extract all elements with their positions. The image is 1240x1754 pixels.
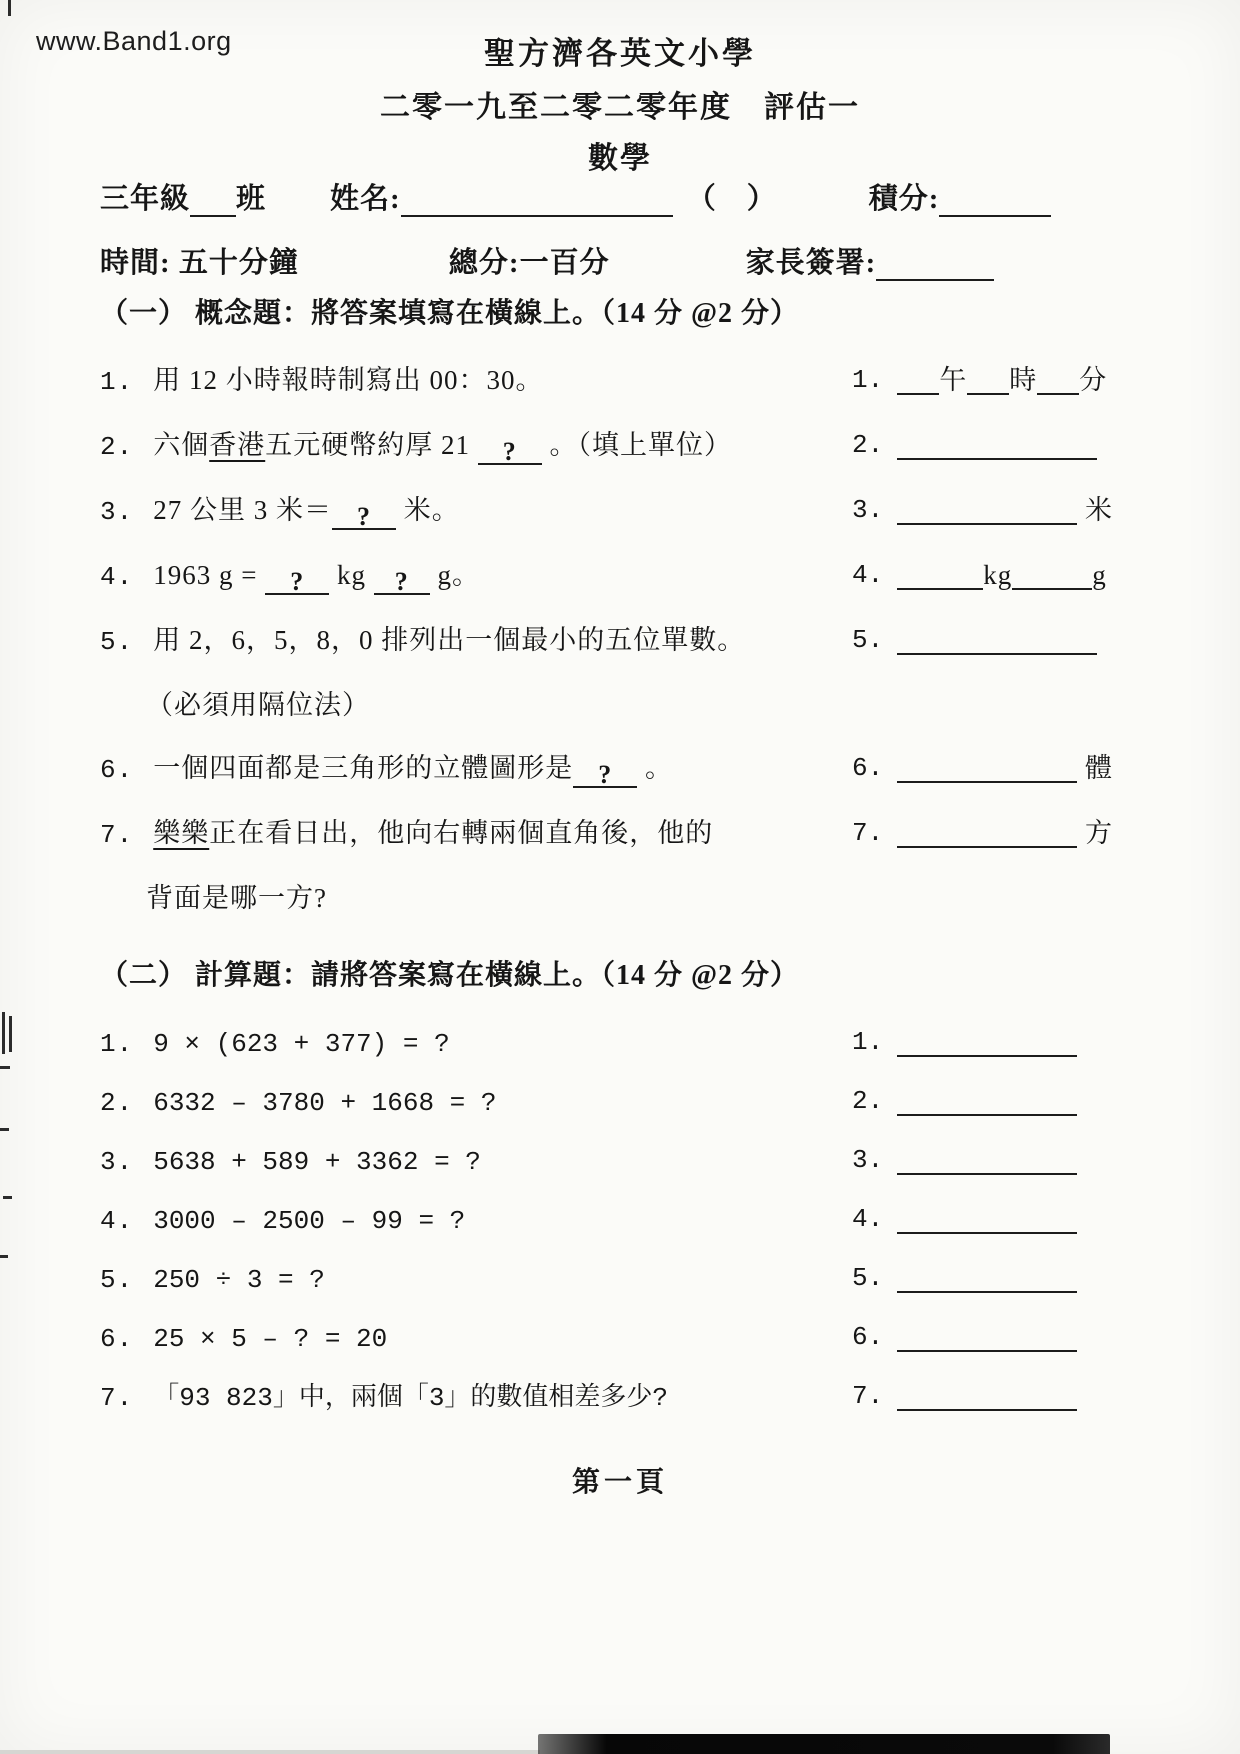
- question-text-part: 6332 – 3780 + 1668 = ?: [153, 1088, 497, 1118]
- scan-mark: [3, 1196, 12, 1199]
- time-label: 時間: 五十分鐘: [100, 247, 299, 279]
- question-row: [100, 425, 1162, 467]
- question-text-part: 「93 823」中，兩個「3」的數值相差多少?: [153, 1383, 669, 1413]
- section1-title: （一） 概念題：將答案填寫在橫線上。（14 分 @2 分）: [100, 298, 800, 329]
- score-label: 積分:: [868, 183, 940, 215]
- question-left: [100, 425, 852, 467]
- answer-area: [852, 1376, 1162, 1416]
- question-text-part: kg: [329, 560, 374, 590]
- answer-line: [897, 425, 1097, 465]
- question-text-part: 一個四面都是三角形的立體圖形是: [153, 753, 574, 783]
- answer-number: 4.: [852, 560, 884, 590]
- answer-blank[interactable]: [1037, 365, 1079, 395]
- answer-blank[interactable]: [897, 560, 983, 590]
- question-text: [153, 1088, 496, 1118]
- score-blank[interactable]: [939, 187, 1051, 217]
- underlined-text: 樂樂: [153, 818, 210, 848]
- answer-blank[interactable]: [897, 1381, 1077, 1411]
- paren-mark: （ ）: [686, 183, 777, 215]
- answer-area: [852, 748, 1162, 788]
- answer-line: [897, 555, 1107, 595]
- answer-blank[interactable]: [897, 495, 1077, 525]
- question-text-part: 250 ÷ 3 = ?: [153, 1265, 325, 1295]
- answer-blank[interactable]: ?: [265, 565, 329, 595]
- answer-area: [852, 1199, 1162, 1239]
- answer-number: 5.: [852, 1263, 884, 1293]
- question-text-part: 用 2，6，5，8，0 排列出一個最小的五位單數。: [153, 625, 746, 655]
- answer-area: [852, 813, 1162, 853]
- question-left: [100, 490, 852, 532]
- answer-area: [852, 1258, 1162, 1298]
- question-text-part: （必須用隔位法）: [146, 690, 370, 720]
- scan-bar: [538, 1734, 1110, 1754]
- answer-area: [852, 1140, 1162, 1180]
- grade-label: 三年級: [100, 183, 191, 215]
- scan-mark: [0, 1255, 8, 1258]
- question-row: [100, 685, 1162, 725]
- answer-number: 1.: [852, 1027, 884, 1057]
- scan-mark: [0, 1066, 10, 1069]
- question-row: [100, 748, 1162, 790]
- page-footer: 第一頁: [571, 1467, 668, 1498]
- answer-number: 5.: [852, 625, 884, 655]
- watermark: www.Band1.org: [36, 26, 232, 56]
- question-text: [153, 1147, 481, 1177]
- question-text: [153, 625, 745, 655]
- question-text: [153, 365, 543, 395]
- answer-number: 2.: [852, 1086, 884, 1116]
- question-row: [100, 1317, 1162, 1359]
- answer-blank[interactable]: [897, 1027, 1077, 1057]
- title-block: [0, 28, 1240, 177]
- answer-line: [897, 490, 1113, 530]
- student-info-row: [100, 176, 1160, 217]
- answer-line: [897, 1022, 1077, 1062]
- question-left: [100, 1317, 852, 1359]
- answer-line: [897, 1258, 1077, 1298]
- answer-blank[interactable]: ?: [573, 758, 637, 788]
- question-text: [153, 1206, 465, 1236]
- question-text-part: 方: [1077, 818, 1113, 848]
- question-number: 3.: [100, 1147, 134, 1177]
- question-text: [153, 753, 673, 789]
- section2-title: （二） 計算題：請將答案寫在橫線上。（14 分 @2 分）: [100, 960, 800, 991]
- question-row: [100, 813, 1162, 855]
- question-text-part: 米: [1077, 495, 1113, 525]
- question-row: [100, 490, 1162, 532]
- question-left: [100, 813, 852, 855]
- answer-line: [897, 1376, 1077, 1416]
- question-text: [153, 495, 460, 531]
- question-text-part: 用 12 小時報時制寫出 00：30。: [153, 365, 544, 395]
- answer-area: [852, 425, 1162, 465]
- question-text-part: 午: [939, 365, 968, 395]
- name-blank[interactable]: [401, 187, 673, 217]
- question-text: [153, 1265, 325, 1295]
- question-text: [146, 883, 327, 913]
- question-number: 4.: [100, 562, 134, 592]
- scan-edge: [0, 1750, 540, 1754]
- question-number: 6.: [100, 1324, 134, 1354]
- answer-number: 3.: [852, 1145, 884, 1175]
- question-number: 6.: [100, 755, 134, 785]
- question-text: [153, 1383, 668, 1413]
- question-left: [100, 748, 852, 790]
- question-text-part: 正在看日出，他向右轉兩個直角後，他的: [209, 818, 714, 848]
- question-row: [100, 555, 1162, 597]
- answer-area: [852, 1081, 1162, 1121]
- question-number: 7.: [100, 820, 134, 850]
- question-left: [100, 1376, 852, 1418]
- question-number: 1.: [100, 1029, 134, 1059]
- question-text-part: 1963 g =: [153, 560, 266, 590]
- question-text-part: 米。: [395, 495, 460, 525]
- school-title: 聖方濟各英文小學: [484, 36, 756, 71]
- answer-blank[interactable]: ?: [478, 435, 542, 465]
- class-label: 班: [236, 183, 267, 215]
- question-text-part: 時: [1009, 365, 1038, 395]
- answer-blank[interactable]: [897, 430, 1097, 460]
- question-left: [100, 1199, 852, 1241]
- answer-number: 6.: [852, 753, 884, 783]
- answer-area: [852, 1317, 1162, 1357]
- question-text: [153, 1029, 449, 1059]
- question-row: [100, 360, 1162, 402]
- answer-blank[interactable]: [897, 818, 1077, 848]
- question-text-part: 9 × (623 + 377) = ?: [153, 1029, 450, 1059]
- question-row: [100, 878, 1162, 918]
- section2-questions: [100, 1022, 1162, 1418]
- question-text: [153, 1324, 387, 1354]
- question-number: 7.: [100, 1383, 134, 1413]
- class-blank[interactable]: [190, 187, 236, 217]
- answer-blank[interactable]: [897, 1145, 1077, 1175]
- question-row: [100, 1258, 1162, 1300]
- question-text-part: 分: [1079, 365, 1108, 395]
- question-text-part: 背面是哪一方?: [146, 883, 327, 913]
- answer-blank[interactable]: [897, 1204, 1077, 1234]
- question-left: [100, 360, 852, 402]
- question-text-part: 25 × 5 – ? = 20: [153, 1324, 388, 1354]
- answer-blank[interactable]: [897, 1263, 1077, 1293]
- question-number: 1.: [100, 367, 134, 397]
- total-label: 總分:一百分: [448, 247, 610, 279]
- answer-line: [897, 1140, 1077, 1180]
- question-text-part: 5638 + 589 + 3362 = ?: [153, 1147, 481, 1177]
- answer-blank[interactable]: [897, 365, 939, 395]
- scan-mark: [8, 0, 11, 16]
- answer-blank[interactable]: [967, 365, 1009, 395]
- answer-number: 7.: [852, 818, 884, 848]
- question-left: [100, 1258, 852, 1300]
- subject-title: 數學: [588, 142, 652, 175]
- question-text-part: 3000 – 2500 – 99 = ?: [153, 1206, 466, 1236]
- content: [0, 294, 1240, 1435]
- answer-number: 3.: [852, 495, 884, 525]
- answer-line: [897, 1317, 1077, 1357]
- question-row: [100, 1140, 1162, 1182]
- question-number: 2.: [100, 1088, 134, 1118]
- question-row: [100, 1376, 1162, 1418]
- answer-blank[interactable]: [897, 1322, 1077, 1352]
- answer-number: 1.: [852, 365, 884, 395]
- question-row: [100, 1199, 1162, 1241]
- answer-line: [897, 813, 1113, 853]
- question-number: 5.: [100, 627, 134, 657]
- answer-blank[interactable]: [897, 753, 1077, 783]
- year-title: 二零一九至二零二零年度 評估一: [380, 91, 860, 124]
- section1-questions: [100, 360, 1162, 918]
- question-text-part: 27 公里 3 米＝: [153, 495, 332, 525]
- name-label: 姓名:: [330, 183, 401, 215]
- question-left: [100, 1140, 852, 1182]
- question-text: [153, 818, 713, 848]
- answer-line: [897, 1081, 1077, 1121]
- question-text: [153, 560, 480, 596]
- answer-number: 2.: [852, 430, 884, 460]
- question-number: 3.: [100, 497, 134, 527]
- answer-blank[interactable]: [1012, 560, 1092, 590]
- question-text-part: g。: [429, 560, 480, 590]
- question-text-part: g: [1092, 560, 1107, 590]
- answer-number: 6.: [852, 1322, 884, 1352]
- answer-area: [852, 490, 1162, 530]
- question-text: [153, 430, 732, 466]
- answer-blank[interactable]: [897, 625, 1097, 655]
- answer-area: [852, 620, 1162, 660]
- question-left: [100, 1022, 852, 1064]
- question-left: [100, 1081, 852, 1123]
- question-text-part: 體: [1077, 753, 1113, 783]
- answer-line: [897, 620, 1097, 660]
- answer-area: [852, 1022, 1162, 1062]
- question-text-part: 。: [637, 753, 673, 783]
- sign-label: 家長簽署:: [745, 247, 877, 279]
- question-number: 4.: [100, 1206, 134, 1236]
- answer-blank[interactable]: ?: [332, 500, 396, 530]
- answer-line: [897, 360, 1107, 400]
- question-row: [100, 620, 1162, 662]
- answer-line: [897, 748, 1113, 788]
- question-left: [100, 620, 852, 662]
- question-text-part: 六個: [153, 430, 210, 460]
- exam-meta-row: [100, 240, 1160, 281]
- answer-area: [852, 555, 1162, 595]
- question-text-part: 五元硬幣約厚 21: [265, 430, 478, 460]
- answer-blank[interactable]: ?: [374, 565, 430, 595]
- question-left: [100, 878, 852, 918]
- answer-blank[interactable]: [897, 1086, 1077, 1116]
- answer-line: [897, 1199, 1077, 1239]
- scan-mark: [0, 1128, 9, 1131]
- scan-mark: [9, 1016, 12, 1052]
- question-row: [100, 1022, 1162, 1064]
- question-left: [100, 555, 852, 597]
- question-row: [100, 1081, 1162, 1123]
- question-number: 2.: [100, 432, 134, 462]
- question-text-part: 。（填上單位）: [541, 430, 732, 460]
- sign-blank[interactable]: [876, 251, 994, 281]
- answer-area: [852, 360, 1162, 400]
- question-left: [100, 685, 852, 725]
- question-text-part: kg: [983, 560, 1013, 590]
- answer-number: 4.: [852, 1204, 884, 1234]
- scan-mark: [2, 1012, 5, 1054]
- question-text: [146, 690, 370, 720]
- underlined-text: 香港: [209, 430, 266, 460]
- question-number: 5.: [100, 1265, 134, 1295]
- answer-number: 7.: [852, 1381, 884, 1411]
